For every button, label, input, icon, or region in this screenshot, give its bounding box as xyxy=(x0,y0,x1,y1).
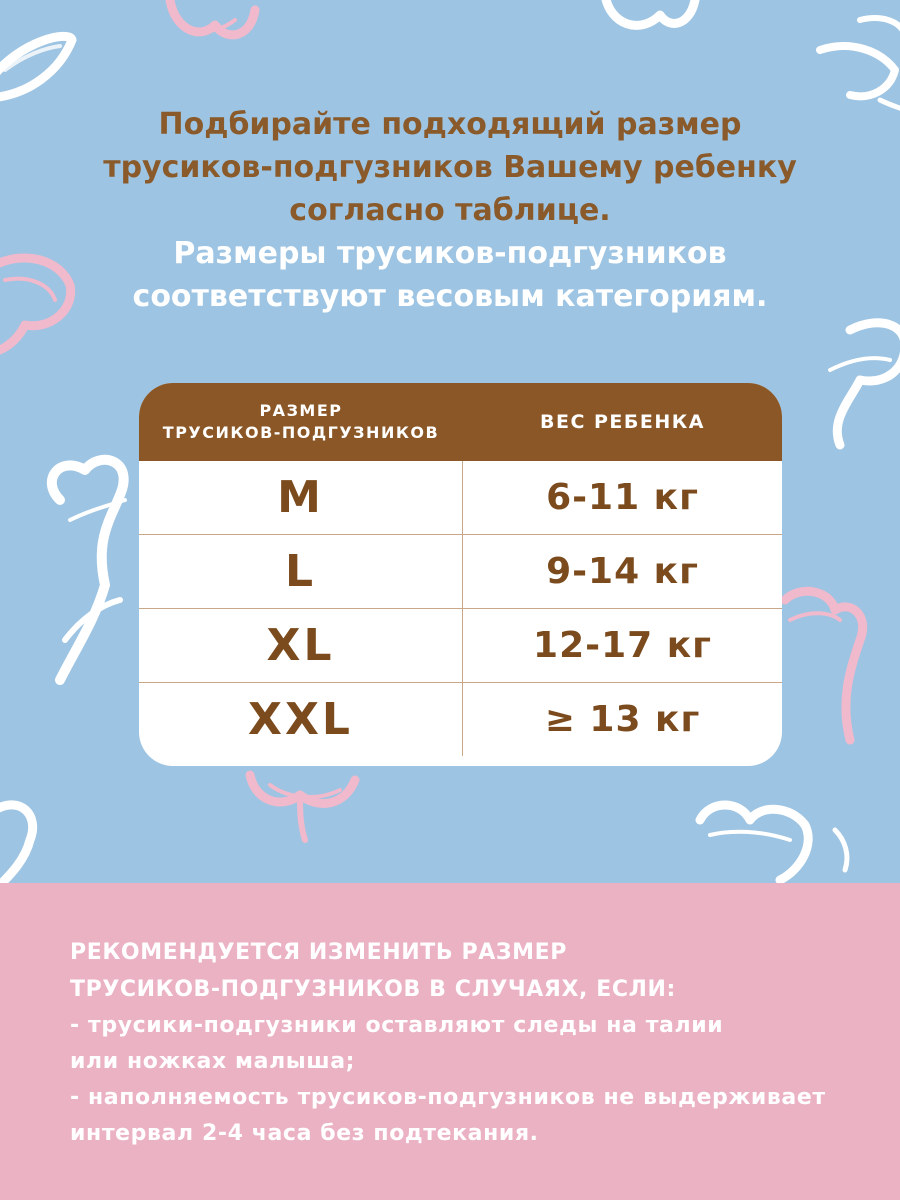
table-row xyxy=(139,461,782,535)
table-row xyxy=(139,683,782,756)
intro-text xyxy=(40,103,860,318)
heart-doodle-icon xyxy=(605,0,695,25)
intro-line-4: Размеры трусиков-подгузников xyxy=(173,236,727,271)
recommendation-text xyxy=(70,934,870,1152)
heart-doodle-icon xyxy=(0,805,33,885)
header-weight: ВЕС РЕБЕНКА xyxy=(539,411,706,433)
note-title-line-1: РЕКОМЕНДУЕТСЯ ИЗМЕНИТЬ РАЗМЕР xyxy=(70,940,567,965)
note-item-2-line-2: интервал 2-4 часа без подтекания. xyxy=(70,1121,539,1146)
note-item-1-line-2: или ножках малыша; xyxy=(70,1049,356,1074)
intro-line-2: трусиков-подгузников Вашему ребенку xyxy=(103,150,797,185)
table-row xyxy=(139,535,782,609)
size-cell: M xyxy=(139,461,463,534)
header-size-line-2: ТРУСИКОВ-ПОДГУЗНИКОВ xyxy=(162,423,440,442)
table-header xyxy=(139,383,782,461)
intro-line-3: согласно таблице. xyxy=(289,193,611,228)
size-cell: XL xyxy=(139,609,463,682)
size-table xyxy=(139,383,782,766)
size-cell: L xyxy=(139,535,463,608)
size-cell: XXL xyxy=(139,683,463,756)
weight-cell: 9-14 кг xyxy=(546,551,699,592)
header-size xyxy=(139,383,463,461)
weight-cell: 12-17 кг xyxy=(533,625,712,666)
weight-cell: 6-11 кг xyxy=(546,477,699,518)
heart-doodle-icon xyxy=(52,460,124,680)
header-size-line-1: РАЗМЕР xyxy=(259,401,343,420)
intro-line-1: Подбирайте подходящий размер xyxy=(158,107,742,142)
weight-cell: ≥ 13 кг xyxy=(544,699,701,740)
heart-doodle-icon xyxy=(700,805,808,880)
heart-doodle-icon xyxy=(837,323,900,445)
note-item-2-line-1: - наполняемость трусиков-подгузников не выдерживает xyxy=(70,1085,826,1110)
note-title-line-2: ТРУСИКОВ-ПОДГУЗНИКОВ В СЛУЧАЯХ, ЕСЛИ: xyxy=(70,977,676,1002)
note-item-1-line-1: - трусики-подгузники оставляют следы на талии xyxy=(70,1013,724,1038)
intro-line-5: соответствуют весовым категориям. xyxy=(132,279,768,314)
table-row xyxy=(139,609,782,683)
